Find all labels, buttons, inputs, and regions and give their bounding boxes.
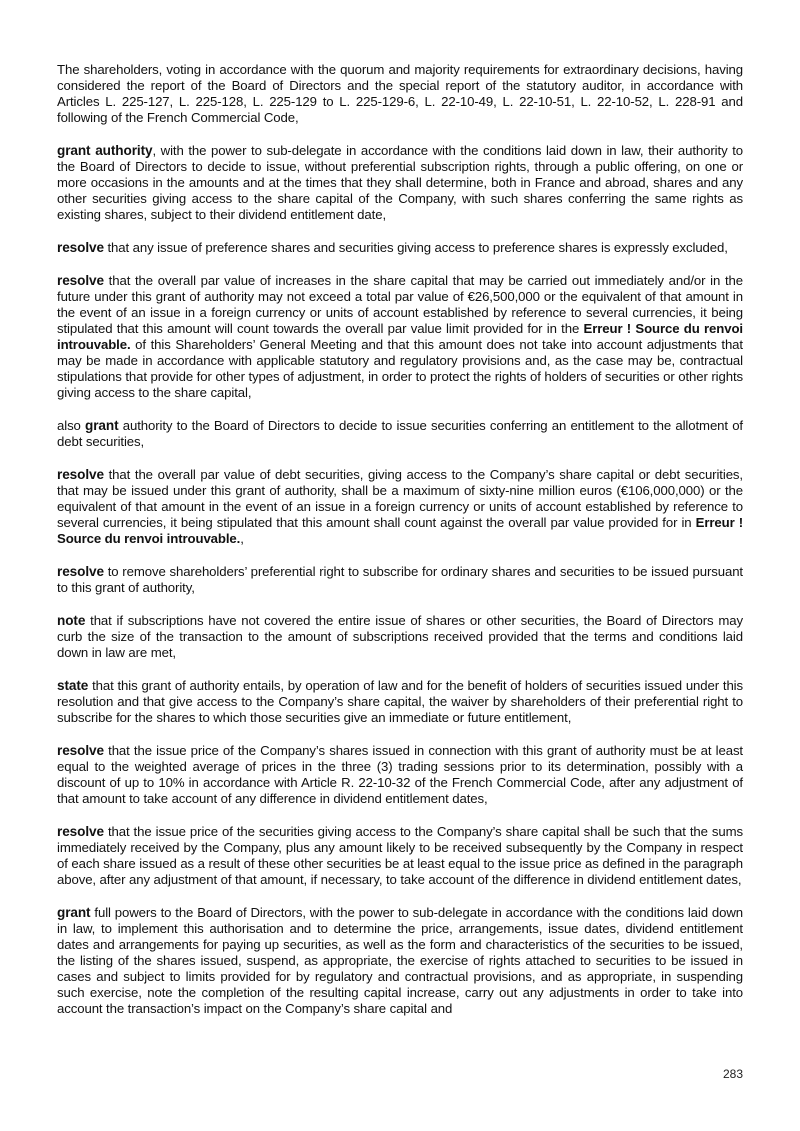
- preamble-paragraph: [57, 62, 743, 126]
- paragraph-text: that this grant of authority entails, by operation of law and for the benefit of holders of securities issued under this resolution and that give access to the Company’s share capital, the waiver by shareholders of their preferential right to subscribe for the shares to which those securities give an immediate or future entitlement,: [57, 678, 743, 725]
- debt-securities-limit-paragraph: [57, 467, 743, 547]
- paragraph-text: that any issue of preference shares and securities giving access to preference shares is expressly excluded,: [103, 240, 728, 255]
- page-number: 283: [722, 1067, 743, 1081]
- broken-cross-reference: Erreur ! Source du renvoi introuvable.: [57, 321, 743, 352]
- paragraph-text: ,: [240, 531, 244, 546]
- broken-cross-reference: Erreur ! Source du renvoi introuvable.: [57, 515, 743, 546]
- paragraph-text: that the issue price of the Company’s shares issued in connection with this grant of authority must be at least equal to the weighted average of prices in the three (3) trading sessions prior to its determination, possibly with a discount of up to 10% in accordance with Article R. 22-10-32 of the French Commercial Code, after any adjustment of that amount to take account of any difference in dividend entitlement dates,: [57, 743, 743, 806]
- keyword: resolve: [57, 564, 104, 579]
- grant-authority-paragraph: [57, 143, 743, 223]
- full-powers-paragraph: [57, 905, 743, 1017]
- keyword: grant: [85, 418, 119, 433]
- paragraph-text: , with the power to sub-delegate in accordance with the conditions laid down in law, their authority to the Board of Directors to decide to issue, without preferential subscription rights, through a public offering, on one or more occasions in the amounts and at the times that they shall determine, both in France and abroad, shares and any other securities giving access to the share capital of the Company, with such shares conferring the same rights as existing shares, subject to their dividend entitlement date,: [57, 143, 743, 222]
- securities-issue-price-paragraph: [57, 824, 743, 888]
- preferential-right-removal-paragraph: [57, 564, 743, 596]
- paragraph-text: that the overall par value of debt securities, giving access to the Company’s share capital or debt securities, that may be issued under this grant of authority, shall be a maximum of sixty-nine million euros (€106,000,000) or the equivalent of that amount in the event of an issue in a foreign currency or units of account established by reference to several currencies, it being stipulated that this amount shall count against the overall par value provided for in: [57, 467, 743, 530]
- waiver-statement-paragraph: [57, 678, 743, 726]
- document-body: [57, 62, 743, 1034]
- keyword: grant: [57, 905, 91, 920]
- keyword: resolve: [57, 743, 104, 758]
- keyword: resolve: [57, 824, 104, 839]
- paragraph-text: of this Shareholders’ General Meeting and that this amount does not take into account adjustments that may be made in accordance with applicable statutory and regulatory provisions and, as the case may be, contractual stipulations that provide for other types of adjustment, in order to protect the rights of holders of securities or other rights giving access to the share capital,: [57, 337, 743, 400]
- share-issue-price-paragraph: [57, 743, 743, 807]
- preference-shares-paragraph: [57, 240, 743, 256]
- paragraph-prefix: also: [57, 418, 86, 433]
- paragraph-text: authority to the Board of Directors to decide to issue securities conferring an entitlement to the allotment of debt securities,: [57, 418, 743, 449]
- keyword: resolve: [57, 467, 104, 482]
- paragraph-text: that if subscriptions have not covered the entire issue of shares or other securities, the Board of Directors may curb the size of the transaction to the amount of subscriptions received provided that the terms and conditions laid down in law are met,: [57, 613, 743, 660]
- debt-securities-authority-paragraph: [57, 418, 743, 450]
- keyword: grant authority: [57, 143, 153, 158]
- paragraph-text: that the issue price of the securities giving access to the Company’s share capital shall be such that the sums immediately received by the Company, plus any amount likely to be received subsequently by the Company in respect of each share issued as a result of these other securities be at least equal to the issue price as defined in the paragraph above, after any adjustment of that amount, if necessary, to take account of the difference in dividend entitlement dates,: [57, 824, 743, 887]
- paragraph-text: to remove shareholders’ preferential right to subscribe for ordinary shares and securities to be issued pursuant to this grant of authority,: [57, 564, 743, 595]
- keyword: note: [57, 613, 86, 628]
- keyword: resolve: [57, 240, 104, 255]
- keyword: state: [57, 678, 89, 693]
- preamble-text: The shareholders, voting in accordance with the quorum and majority requirements for extraordinary decisions, having considered the report of the Board of Directors and the special report of the statutory auditor, in accordance with Articles L. 225-127, L. 225-128, L. 225-129 to L. 225-129-6, L. 22-10-49, L. 22-10-51, L. 22-10-52, L. 228-91 and following of the French Commercial Code,: [57, 62, 743, 125]
- subscriptions-note-paragraph: [57, 613, 743, 661]
- paragraph-text: that the overall par value of increases in the share capital that may be carried out immediately and/or in the future under this grant of authority may not exceed a total par value of €26,500,000 or the equivalent of that amount in the event of an issue in a foreign currency or units of account established by reference to several currencies, it being stipulated that this amount will count towards the overall par value limit provided for in the: [57, 273, 743, 336]
- par-value-limit-paragraph: [57, 273, 743, 401]
- paragraph-text: full powers to the Board of Directors, with the power to sub-delegate in accordance with the conditions laid down in law, to implement this authorisation and to determine the price, arrangements, issue dates, dividend entitlement dates and arrangements for paying up securities, as well as the form and characteristics of the securities to be issued, the listing of the shares issued, suspend, as appropriate, the exercise of rights attached to securities to be issued in cases and subject to limits provided for by regulatory and contractual provisions, and as appropriate, in suspending such exercise, note the completion of the resulting capital increase, carry out any adjustments in order to take into account the transaction’s impact on the Company’s share capital and: [57, 905, 743, 1016]
- keyword: resolve: [57, 273, 104, 288]
